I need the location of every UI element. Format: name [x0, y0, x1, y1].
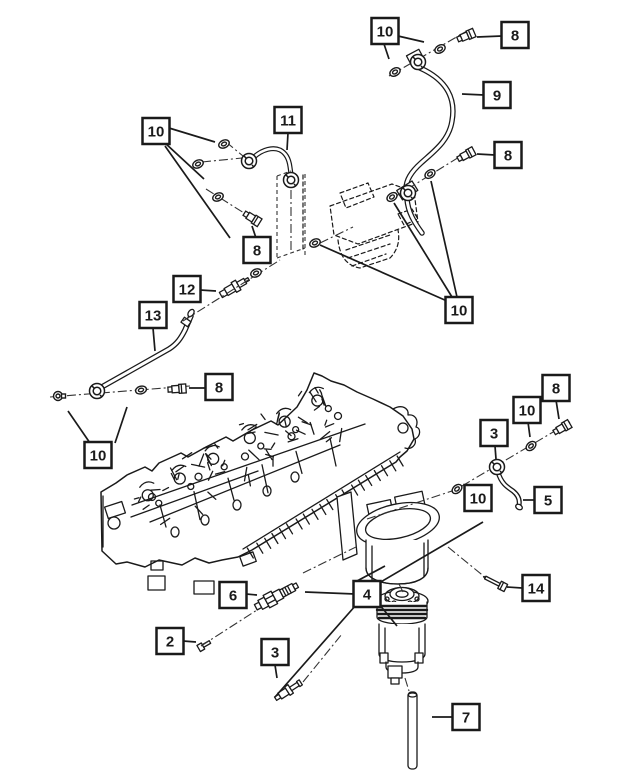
screw-2-art — [197, 639, 212, 652]
centerline-axis — [320, 227, 353, 243]
sealing-washer-icon — [135, 385, 148, 395]
callout-number-label: 4 — [362, 586, 372, 604]
callout-8-rightstack[interactable] — [543, 375, 570, 401]
leader-line — [431, 181, 457, 297]
centerline-axis — [206, 189, 244, 213]
callout-14[interactable] — [523, 575, 550, 601]
bolt-14-art — [482, 573, 508, 591]
callout-10-filter[interactable] — [465, 485, 492, 511]
banjo-fitting-eye-icon — [411, 55, 426, 70]
callout-number-label: 13 — [144, 307, 162, 325]
filter-head-art — [337, 491, 443, 584]
callout-9[interactable] — [484, 82, 511, 108]
callout-number-label: 3 — [270, 644, 280, 662]
callout-number-label: 11 — [280, 112, 296, 130]
leader-line — [462, 94, 484, 95]
callout-10-center[interactable] — [446, 297, 473, 323]
sealing-washer-icon — [249, 267, 262, 279]
callout-number-label: 7 — [461, 709, 471, 727]
drain-tube-7-art — [408, 692, 417, 769]
sealing-washer-icon — [433, 43, 446, 55]
callout-number-label: 10 — [518, 402, 536, 420]
callout-number-label: 8 — [503, 147, 513, 165]
callout-11[interactable] — [275, 107, 302, 133]
callout-8-left[interactable] — [206, 374, 233, 400]
callout-8-mid[interactable] — [244, 237, 271, 263]
callout-13[interactable] — [140, 302, 167, 328]
leader-line — [477, 154, 495, 155]
tube-11-art — [254, 149, 291, 174]
leader-line — [477, 36, 502, 37]
banjo-bolt-icon — [242, 209, 262, 226]
plug-icon — [54, 392, 66, 401]
centerline-axis — [448, 547, 486, 578]
leader-line — [384, 44, 389, 59]
centerline-axis — [303, 546, 358, 573]
callout-12[interactable] — [174, 276, 201, 302]
sealing-washer-icon — [450, 483, 463, 496]
sealing-washer-icon — [388, 66, 401, 78]
sealing-washer-icon — [524, 440, 537, 453]
callout-8-top[interactable] — [502, 22, 529, 48]
callout-number-label: 8 — [510, 27, 520, 45]
callout-10-lowerleft[interactable] — [85, 442, 112, 468]
filter-cartridge-art — [376, 588, 428, 685]
leader-line — [305, 592, 355, 594]
callout-number-label: 2 — [165, 633, 175, 651]
leader-line — [398, 36, 424, 42]
banjo-bolt-icon — [456, 147, 476, 163]
leader-line — [153, 328, 155, 351]
callout-3-bottom[interactable] — [262, 639, 289, 665]
sealing-washer-icon — [308, 237, 321, 249]
callout-number-label: 10 — [469, 490, 487, 508]
banjo-bolt-icon — [456, 28, 476, 43]
tube-9-art — [397, 49, 453, 233]
callout-number-label: 10 — [89, 447, 107, 465]
leader-line — [200, 290, 216, 291]
callout-7[interactable] — [453, 704, 480, 730]
banjo-fitting-eye-icon — [490, 460, 505, 475]
banjo-fitting-eye-icon — [242, 154, 257, 169]
sealing-washer-icon — [211, 191, 224, 203]
sealing-washer-icon — [217, 138, 230, 150]
callout-number-label: 6 — [228, 587, 238, 605]
callout-number-label: 10 — [147, 123, 165, 141]
callout-number-label: 12 — [178, 281, 196, 299]
fitting-6-art — [253, 579, 301, 613]
leader-line — [320, 245, 447, 301]
leader-line — [169, 128, 215, 142]
callout-number-label: 10 — [376, 23, 394, 41]
sealing-washer-icon — [385, 191, 398, 204]
callout-number-label: 10 — [450, 302, 468, 320]
banjo-fitting-eye-icon — [284, 173, 299, 188]
callout-5[interactable] — [535, 487, 562, 513]
centerline-axis — [405, 678, 409, 691]
callout-3-right[interactable] — [481, 420, 508, 446]
callout-6[interactable] — [220, 582, 247, 608]
banjo-fitting-eye-icon — [401, 186, 416, 201]
leader-line — [183, 641, 196, 642]
callout-2[interactable] — [157, 628, 184, 654]
callout-number-label: 8 — [252, 242, 262, 260]
leader-line — [556, 400, 559, 419]
centerline-axis — [202, 158, 242, 162]
callout-number-label: 8 — [214, 379, 224, 397]
callout-number-label: 5 — [543, 492, 553, 510]
callout-10-left[interactable] — [143, 118, 170, 144]
leader-line — [495, 446, 496, 459]
callout-10-top[interactable] — [372, 18, 399, 44]
callout-number-label: 9 — [492, 87, 502, 105]
callout-4[interactable] — [354, 581, 381, 607]
hose-5-art — [498, 472, 523, 511]
sealing-washer-icon — [191, 158, 204, 170]
leader-line — [275, 665, 277, 678]
callout-number-label: 3 — [489, 425, 499, 443]
callout-number-label: 8 — [551, 380, 561, 398]
leader-line — [394, 203, 452, 297]
banjo-bolt-icon — [168, 384, 187, 394]
callout-8-right-upper[interactable] — [495, 142, 522, 168]
leader-line — [115, 407, 127, 443]
leader-line — [68, 411, 90, 443]
leader-line — [507, 587, 522, 588]
callout-number-label: 14 — [527, 580, 545, 598]
leader-line — [287, 133, 288, 150]
callout-10-rightstack[interactable] — [514, 397, 541, 423]
banjo-fitting-eye-icon — [90, 384, 105, 399]
banjo-bolt-icon — [552, 420, 572, 437]
